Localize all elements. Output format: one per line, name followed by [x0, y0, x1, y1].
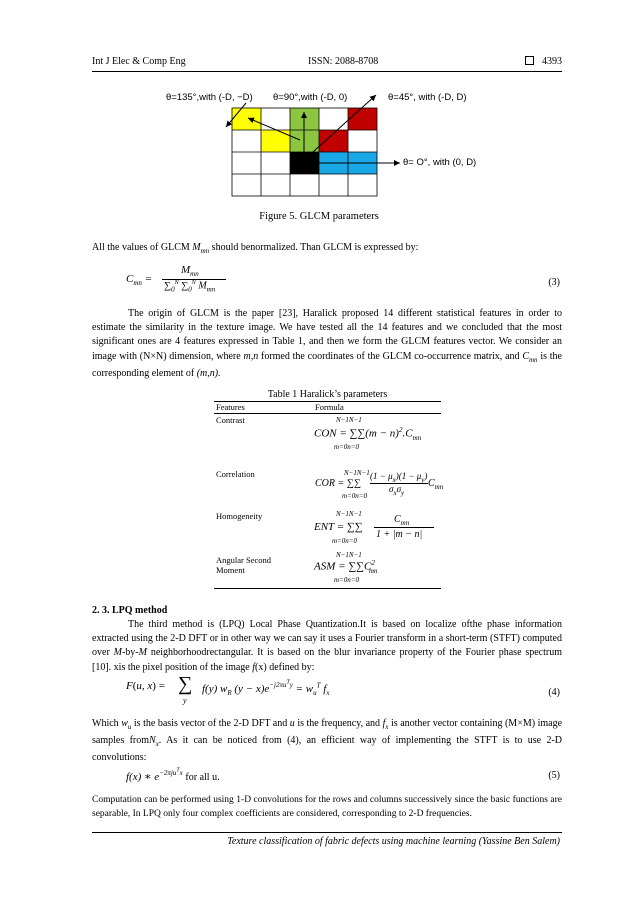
- equation-5-number: (5): [548, 770, 560, 781]
- feature-contrast: Contrast: [216, 415, 245, 425]
- paragraph-3: The third method is (LPQ) Local Phase Quantization.It is based on localize ofthe phase information extracted using the 2-D DFT or in other way we can say it uses a Fourier transform in a short-term (STFT) computed over M-by-M neighborhoodrectangular. It is based on the blur invariance property of the Fourier phase spectrum [10]. xis the pixel position of the image f(x) defined by:: [92, 619, 563, 673]
- glcm-figure: [0, 0, 638, 210]
- cell-yellow: [261, 130, 290, 152]
- haralick-table: [214, 389, 444, 589]
- footer-rule: [92, 832, 562, 833]
- section-heading: 2. 3. LPQ method: [92, 605, 168, 616]
- col-formula: Formula: [315, 402, 344, 412]
- equation-5: f(x) ∗ $e^{-2\pi ju^Tx}$ for all u.: [126, 768, 220, 783]
- page-number: 4393: [542, 56, 562, 67]
- issn: ISSN: 2088-8708: [308, 56, 379, 67]
- feature-asm: Angular Second Moment: [216, 555, 272, 575]
- table-row: Homogeneity N−1N−1 ENT = ∑∑ $C_{mn}$ 1 + |m − n| m=0n=0: [214, 505, 441, 551]
- table-header: [214, 401, 441, 414]
- paragraph-1: All the values of GLCM $M_{mn}$ should benormalized. Than GLCM is expressed by:: [92, 242, 419, 255]
- paragraph-4: Which $w_u$ is the basis vector of the 2-D DFT and u is the frequency, and $f_x$ is another vector containing (M×M) image samples fromN$_x$. As it can be noticed from (4), an efficient way of implementing the STFT is to use 2-D convolutions:: [92, 718, 563, 764]
- annotation-0: θ= O°, with (0, D): [403, 157, 477, 168]
- annotation-135: θ=135°,with (-D, −D): [166, 92, 253, 103]
- cell-yellow: [232, 108, 261, 130]
- col-features: Features: [216, 402, 245, 412]
- table-title: Table 1 Haralick’s parameters: [267, 389, 388, 400]
- equation-4: F(u, x) = ∑ y f(y) $w_R$ $(y - x)e^{-j2\pi u^Ty} = w_u^T$ $f_x$: [126, 673, 330, 705]
- feature-correlation: Correlation: [216, 469, 255, 479]
- equation-3: $C_{mn}$ = $M_{mn}$ $\sum_0^N$ $\sum_0^N$ $M_{mn}$: [126, 264, 236, 298]
- journal-name: Int J Elec & Comp Eng: [92, 56, 186, 67]
- paragraph-2: The origin of GLCM is the paper [23], Haralick proposed 14 different statistical features in order to estimate the similarity in the texture image. We have tested all the 14 features and we concluded that the most significant ones are 4 features expressed in Table 1, and then we form the GLCM features vector. We consider an image with (N×N) dimension, where m,n formed the coordinates of the GLCM co-occurrence matrix, and $C_{mn}$ is the corresponding element of (m,n).: [92, 308, 562, 379]
- feature-homogeneity: Homogeneity: [216, 511, 263, 521]
- annotation-90: θ=90°,with (-D, 0): [273, 92, 348, 103]
- running-footer: Texture classification of fabric defects using machine learning (Yassine Ben Salem): [227, 836, 560, 847]
- paragraph-5: Computation can be performed using 1-D convolutions for the rows and columns successively since the basic functions are separable, In LPQ only four complex coefficients are considered, corresponding to 2-D frequencies.: [92, 795, 562, 820]
- glcm-grid-svg: [0, 0, 638, 210]
- table-row: Correlation N−1N−1 COR = ∑∑ $(1 - \mu_x)(1 - \mu_y)$ $\sigma_x\sigma_y$ $C_{mn}$ m=0n=0: [216, 469, 444, 500]
- annotation-45: θ=45°, with (-D, D): [388, 92, 467, 103]
- table-row: Angular Second Moment N−1N−1 ASM = $\sum\sum C^2_{mn}$ m=0n=0: [214, 551, 441, 589]
- table-row: Contrast N−1N−1 CON = $\sum\sum(m - n)^2.C_{mn}$ m=0n=0: [216, 415, 422, 451]
- cell-red: [348, 108, 377, 130]
- equation-3-number: (3): [548, 277, 560, 288]
- figure-caption: Figure 5. GLCM parameters: [259, 211, 379, 222]
- equation-4-number: (4): [548, 687, 560, 698]
